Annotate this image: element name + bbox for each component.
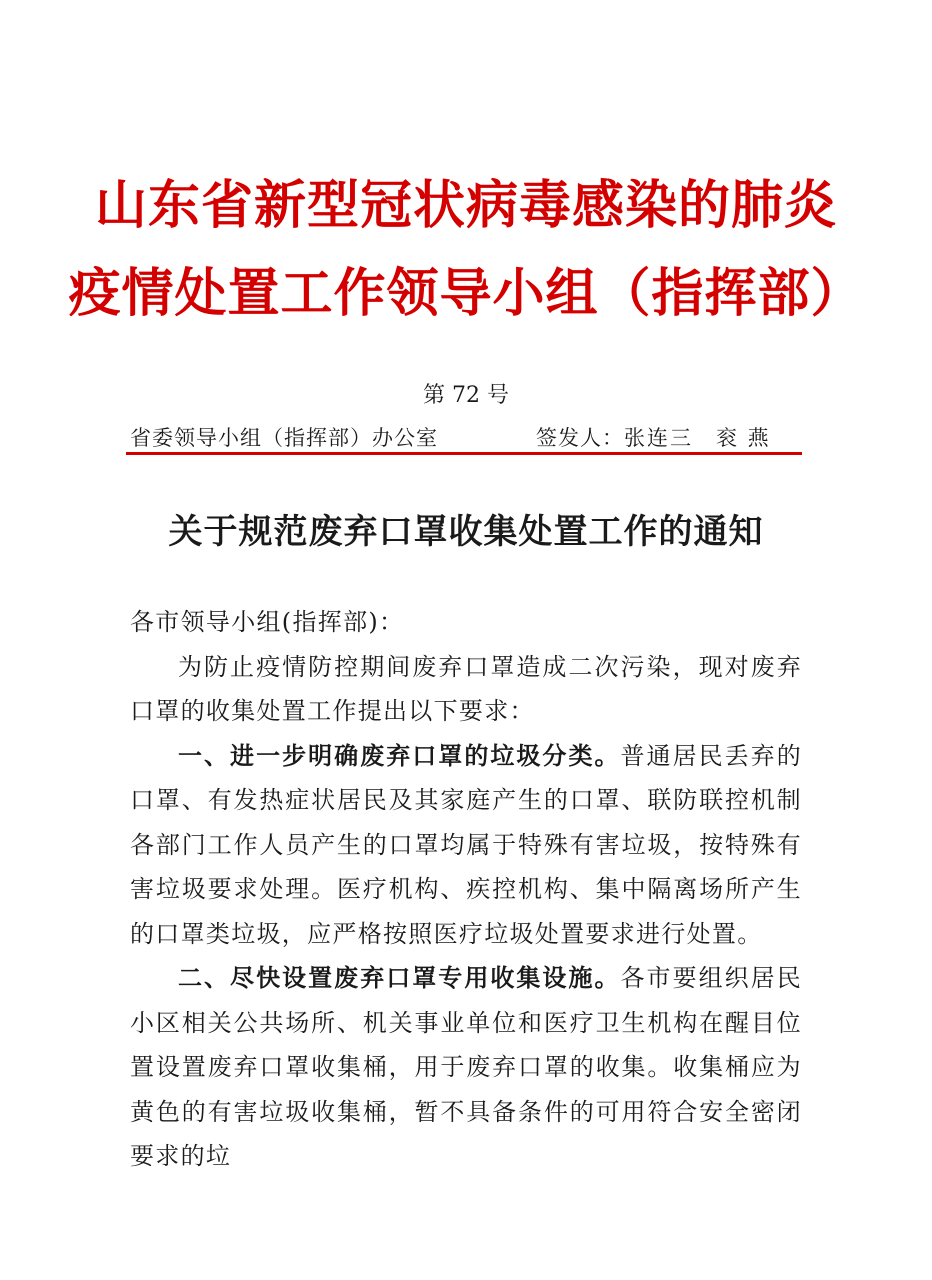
issuer-row — [130, 424, 802, 454]
salutation: 各市领导小组(指挥部)： — [130, 608, 405, 636]
red-divider-line — [126, 452, 802, 455]
section-heading-2: 二、尽快设置废弃口罩专用收集设施。 — [178, 964, 621, 992]
document-number: 第 72 号 — [423, 383, 509, 408]
section-paragraph-1 — [130, 734, 802, 957]
signer-names: 张连三 衮 燕 — [624, 426, 771, 450]
signer-label: 签发人： — [536, 426, 624, 450]
signer — [536, 424, 771, 452]
intro-paragraph: 为防止疫情防控期间废弃口罩造成二次污染，现对废弃口罩的收集处置工作提出以下要求： — [130, 652, 802, 725]
issuing-office: 省委领导小组（指挥部）办公室 — [130, 426, 438, 450]
document-header-line-2: 疫情处置工作领导小组（指挥部） — [68, 263, 864, 324]
document-body — [130, 600, 802, 1179]
section-body-2: 各市要组织居民小区相关公共场所、机关事业单位和医疗卫生机构在醒目位置设置废弃口罩收集桶，用于废弃口罩的收集。收集桶应为黄色的有害垃圾收集桶，暂不具备条件的可用符合安全密闭要求的垃 — [130, 964, 802, 1170]
document-header-line-1: 山东省新型冠状病毒感染的肺炎 — [94, 175, 837, 236]
section-heading-1: 一、进一步明确废弃口罩的垃圾分类。 — [178, 741, 621, 770]
section-paragraph-2 — [130, 956, 802, 1179]
section-body-1: 普通居民丢弃的口罩、有发热症状居民及其家庭产生的口罩、联防联控机制各部门工作人员产生的口罩均属于特殊有害垃圾，按特殊有害垃圾要求处理。医疗机构、疾控机构、集中隔离场所产生的口罩类垃圾，应严格按照医疗垃圾处置要求进行处置。 — [130, 741, 802, 948]
notice-title: 关于规范废弃口罩收集处置工作的通知 — [168, 512, 764, 552]
